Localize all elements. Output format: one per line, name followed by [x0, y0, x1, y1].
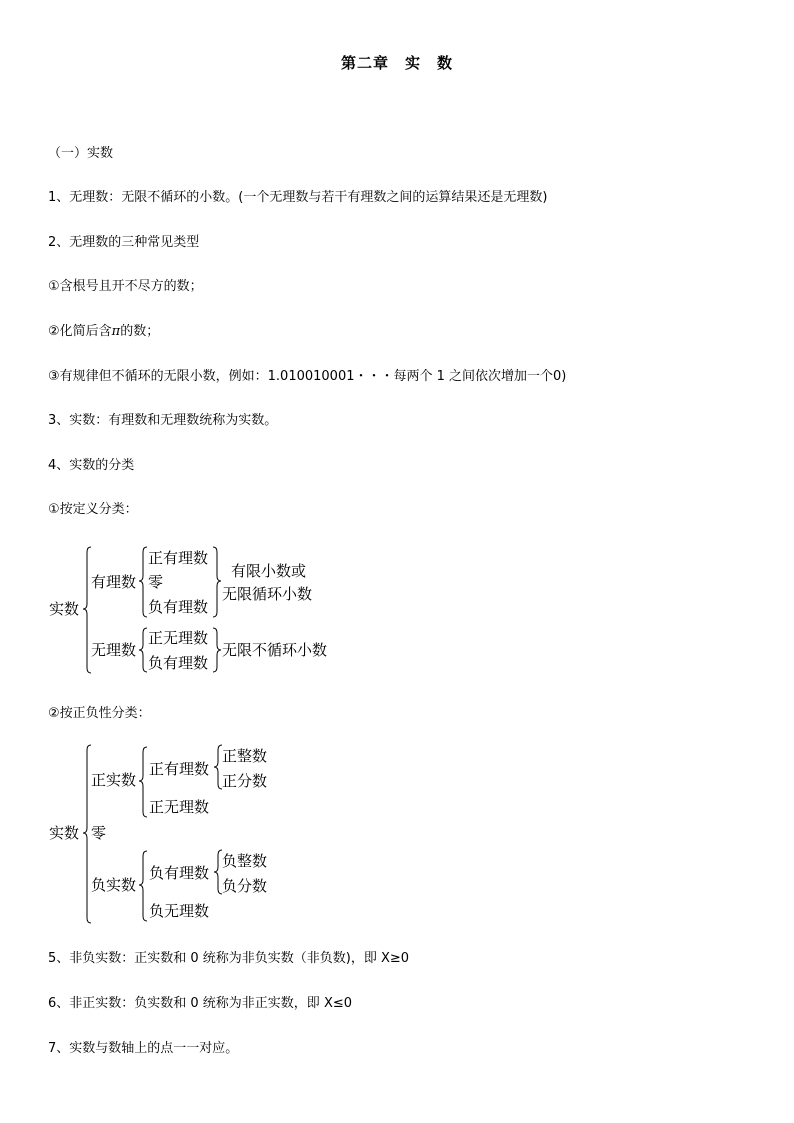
d1-zero: 零: [148, 573, 164, 591]
line-type-pi: [48, 323, 159, 341]
d1-brace-rational: [138, 546, 148, 618]
line-real-definition: 3、实数：有理数和无理数统称为实数。: [48, 413, 278, 428]
line-irrational-types: 2、无理数的三种常见类型: [48, 235, 200, 250]
d1-irrational: 无理数: [91, 641, 137, 659]
line-classification: 4、实数的分类: [48, 458, 135, 473]
d2-neg-irrational: 负无理数: [149, 902, 210, 920]
line-number-axis: 7、实数与数轴上的点一一对应。: [48, 1041, 239, 1056]
line-type-pattern: ③有规律但不循环的无限小数，例如：1.010010001・・・每两个 1 之间依次增加一个0): [48, 369, 567, 384]
d1-rational-note-2: 无限循环小数: [222, 585, 313, 603]
title-chapter: 第二章: [340, 54, 389, 72]
d2-neg-integer: 负整数: [222, 852, 268, 870]
line-nonpositive: 6、非正实数：负实数和 0 统称为非正实数，即 X≤0: [48, 996, 353, 1011]
d2-brace-positive: [138, 746, 148, 818]
line-irrational-definition: 1、无理数：无限不循环的小数。(一个无理数与若干有理数之间的运算结果还是无理数): [48, 190, 548, 205]
d2-brace-negative: [138, 850, 148, 922]
d1-root: 实数: [49, 600, 80, 618]
section-heading: （一）实数: [48, 146, 114, 161]
pi-symbol: π: [111, 324, 121, 339]
d2-zero: 零: [91, 824, 107, 842]
d1-rational-note-1: 有限小数或: [231, 562, 307, 580]
line-type-pi-b: 的数；: [120, 324, 160, 339]
d1-neg-irrational: 负有理数: [148, 654, 209, 672]
line-nonnegative: 5、非负实数：正实数和 0 统称为非负实数（非负数)，即 X≥0: [48, 951, 410, 966]
d2-positive: 正实数: [91, 771, 137, 789]
title-word-2: 数: [437, 54, 454, 72]
d1-irrational-note: 无限不循环小数: [222, 641, 328, 659]
line-type-root: ①含根号且开不尽方的数；: [48, 279, 203, 294]
line-by-sign: ②按正负性分类：: [48, 706, 151, 721]
d1-pos-rational: 正有理数: [148, 549, 209, 567]
d1-brace-rational-note: [212, 546, 222, 618]
line-type-pi-a: ②化简后含: [48, 324, 112, 339]
d2-pos-integer: 正整数: [222, 747, 268, 765]
page-title: [0, 52, 794, 73]
d2-root: 实数: [49, 824, 80, 842]
d1-brace-irrational: [138, 627, 148, 673]
d1-pos-irrational: 正无理数: [148, 629, 209, 647]
line-by-definition: ①按定义分类：: [48, 502, 138, 517]
title-word-1: 实: [404, 54, 421, 72]
d1-rational: 有理数: [91, 573, 137, 591]
d2-pos-rational: 正有理数: [149, 760, 210, 778]
d2-neg-rational: 负有理数: [149, 864, 210, 882]
d2-pos-fraction: 正分数: [222, 772, 268, 790]
d2-pos-irrational: 正无理数: [149, 798, 210, 816]
d2-negative: 负实数: [91, 876, 137, 894]
d2-neg-fraction: 负分数: [222, 877, 268, 895]
d1-brace-irrational-note: [212, 627, 222, 673]
d1-neg-rational: 负有理数: [148, 598, 209, 616]
